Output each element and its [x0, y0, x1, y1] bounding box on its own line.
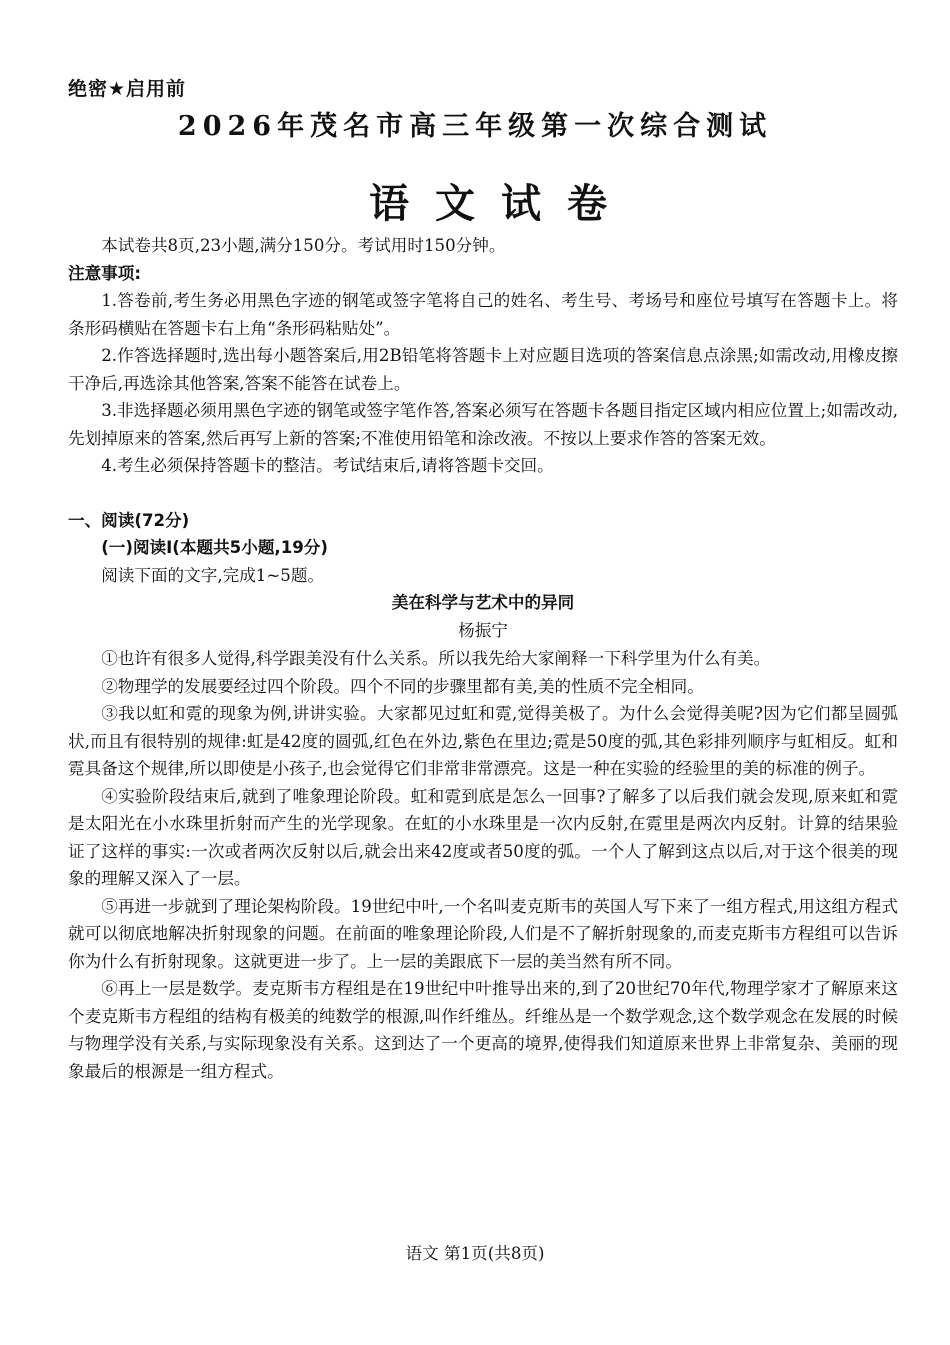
confidential-label: 绝密★启用前	[68, 78, 187, 100]
article-paragraph-2: ②物理学的发展要经过四个阶段。四个不同的步骤里都有美,美的性质不完全相同。	[101, 676, 704, 696]
notice-item-4: 4.考生必须保持答题卡的整洁。考试结束后,请将答题卡交回。	[101, 456, 554, 475]
article-paragraph-5: ⑤再进一步就到了理论架构阶段。19世纪中叶,一个名叫麦克斯韦的英国人写下来了一组方程式,用这组方程式就可以彻底地解决折射现象的问题。在前面的唯象理论阶段,人们是不了解折射现象的,而麦克斯韦方程组可以告诉你为什么有折射现象。这就更进一步了。上一层的美跟底下一层的美当然有所不同。	[68, 896, 898, 971]
article-paragraph-4: ④实验阶段结束后,就到了唯象理论阶段。虹和霓到底是怎么一回事?了解多了以后我们就会发现,原来虹和霓是太阳光在小水珠里折射而产生的光学现象。在虹的小水珠里是一次内反射,在霓里是两次内反射。计算的结果验证了这样的事实:一次或者两次反射以后,就会出来42度或者50度的弧。一个人了解到这点以后,对于这个很美的现象的理解又深入了一层。	[68, 786, 898, 888]
reading-instruction: 阅读下面的文字,完成1~5题。	[101, 565, 325, 585]
article-paragraph-6: ⑥再上一层是数学。麦克斯韦方程组是在19世纪中叶推导出来的,到了20世纪70年代,物理学家才了解原来这个麦克斯韦方程组的结构有极美的纯数学的根源,叫作纤维丛。纤维丛是一个数学观念,这个数学观念在发展的时候与物理学没有关系,与实际现象没有关系。这到达了一个更高的境界,使得我们知道原来世界上非常复杂、美丽的现象最后的根源是一组方程式。	[68, 979, 898, 1081]
article-paragraph-3: ③我以虹和霓的现象为例,讲讲实验。大家都见过虹和霓,觉得美极了。为什么会觉得美呢?因为它们都呈圆弧状,而且有很特别的规律:虹是42度的圆弧,红色在外边,紫色在里边;霓是50度的弧,其色彩排列顺序与虹相反。虹和霓具备这个规律,所以即使是小孩子,也会觉得它们非常非常漂亮。这是一种在实验的经验里的美的标准的例子。	[68, 704, 898, 778]
exam-title: 2026年茂名市高三年级第一次综合测试	[177, 111, 773, 142]
notice-item-1: 1.答卷前,考生务必用黑色字迹的钢笔或签字笔将自己的姓名、考生号、考场号和座位号填写在答题卡上。将条形码横贴在答题卡右上角“条形码粘贴处”。	[68, 291, 898, 338]
article-author: 杨振宁	[458, 621, 508, 640]
article-paragraph-1: ①也许有很多人觉得,科学跟美没有什么关系。所以我先给大家阐释一下科学里为什么有美。	[101, 649, 771, 668]
section-spacer	[68, 480, 898, 507]
notice-item-3: 3.非选择题必须用黑色字迹的钢笔或签字笔作答,答案必须写在答题卡各题目指定区域内相应位置上;如需改动,先划掉原来的答案,然后再写上新的答案;不准使用铅笔和涂改液。不按以上要求作答的答案无效。	[68, 401, 898, 448]
page-content	[68, 232, 898, 1085]
notice-item-2: 2.作答选择题时,选出每小题答案后,用2B铅笔将答题卡上对应题目选项的答案信息点涂黑;如需改动,用橡皮擦干净后,再选涂其他答案,答案不能答在试卷上。	[68, 346, 898, 393]
section-heading: 一、阅读(72分)	[68, 510, 190, 530]
article-title: 美在科学与艺术中的异同	[391, 593, 575, 612]
subsection-heading: (一)阅读Ⅰ(本题共5小题,19分)	[101, 538, 328, 557]
exam-intro: 本试卷共8页,23小题,满分150分。考试用时150分钟。	[101, 236, 506, 255]
subject-title: 语文试卷	[369, 180, 633, 227]
page-footer: 语文 第1页(共8页)	[405, 1244, 545, 1263]
notice-heading: 注意事项:	[68, 263, 142, 283]
